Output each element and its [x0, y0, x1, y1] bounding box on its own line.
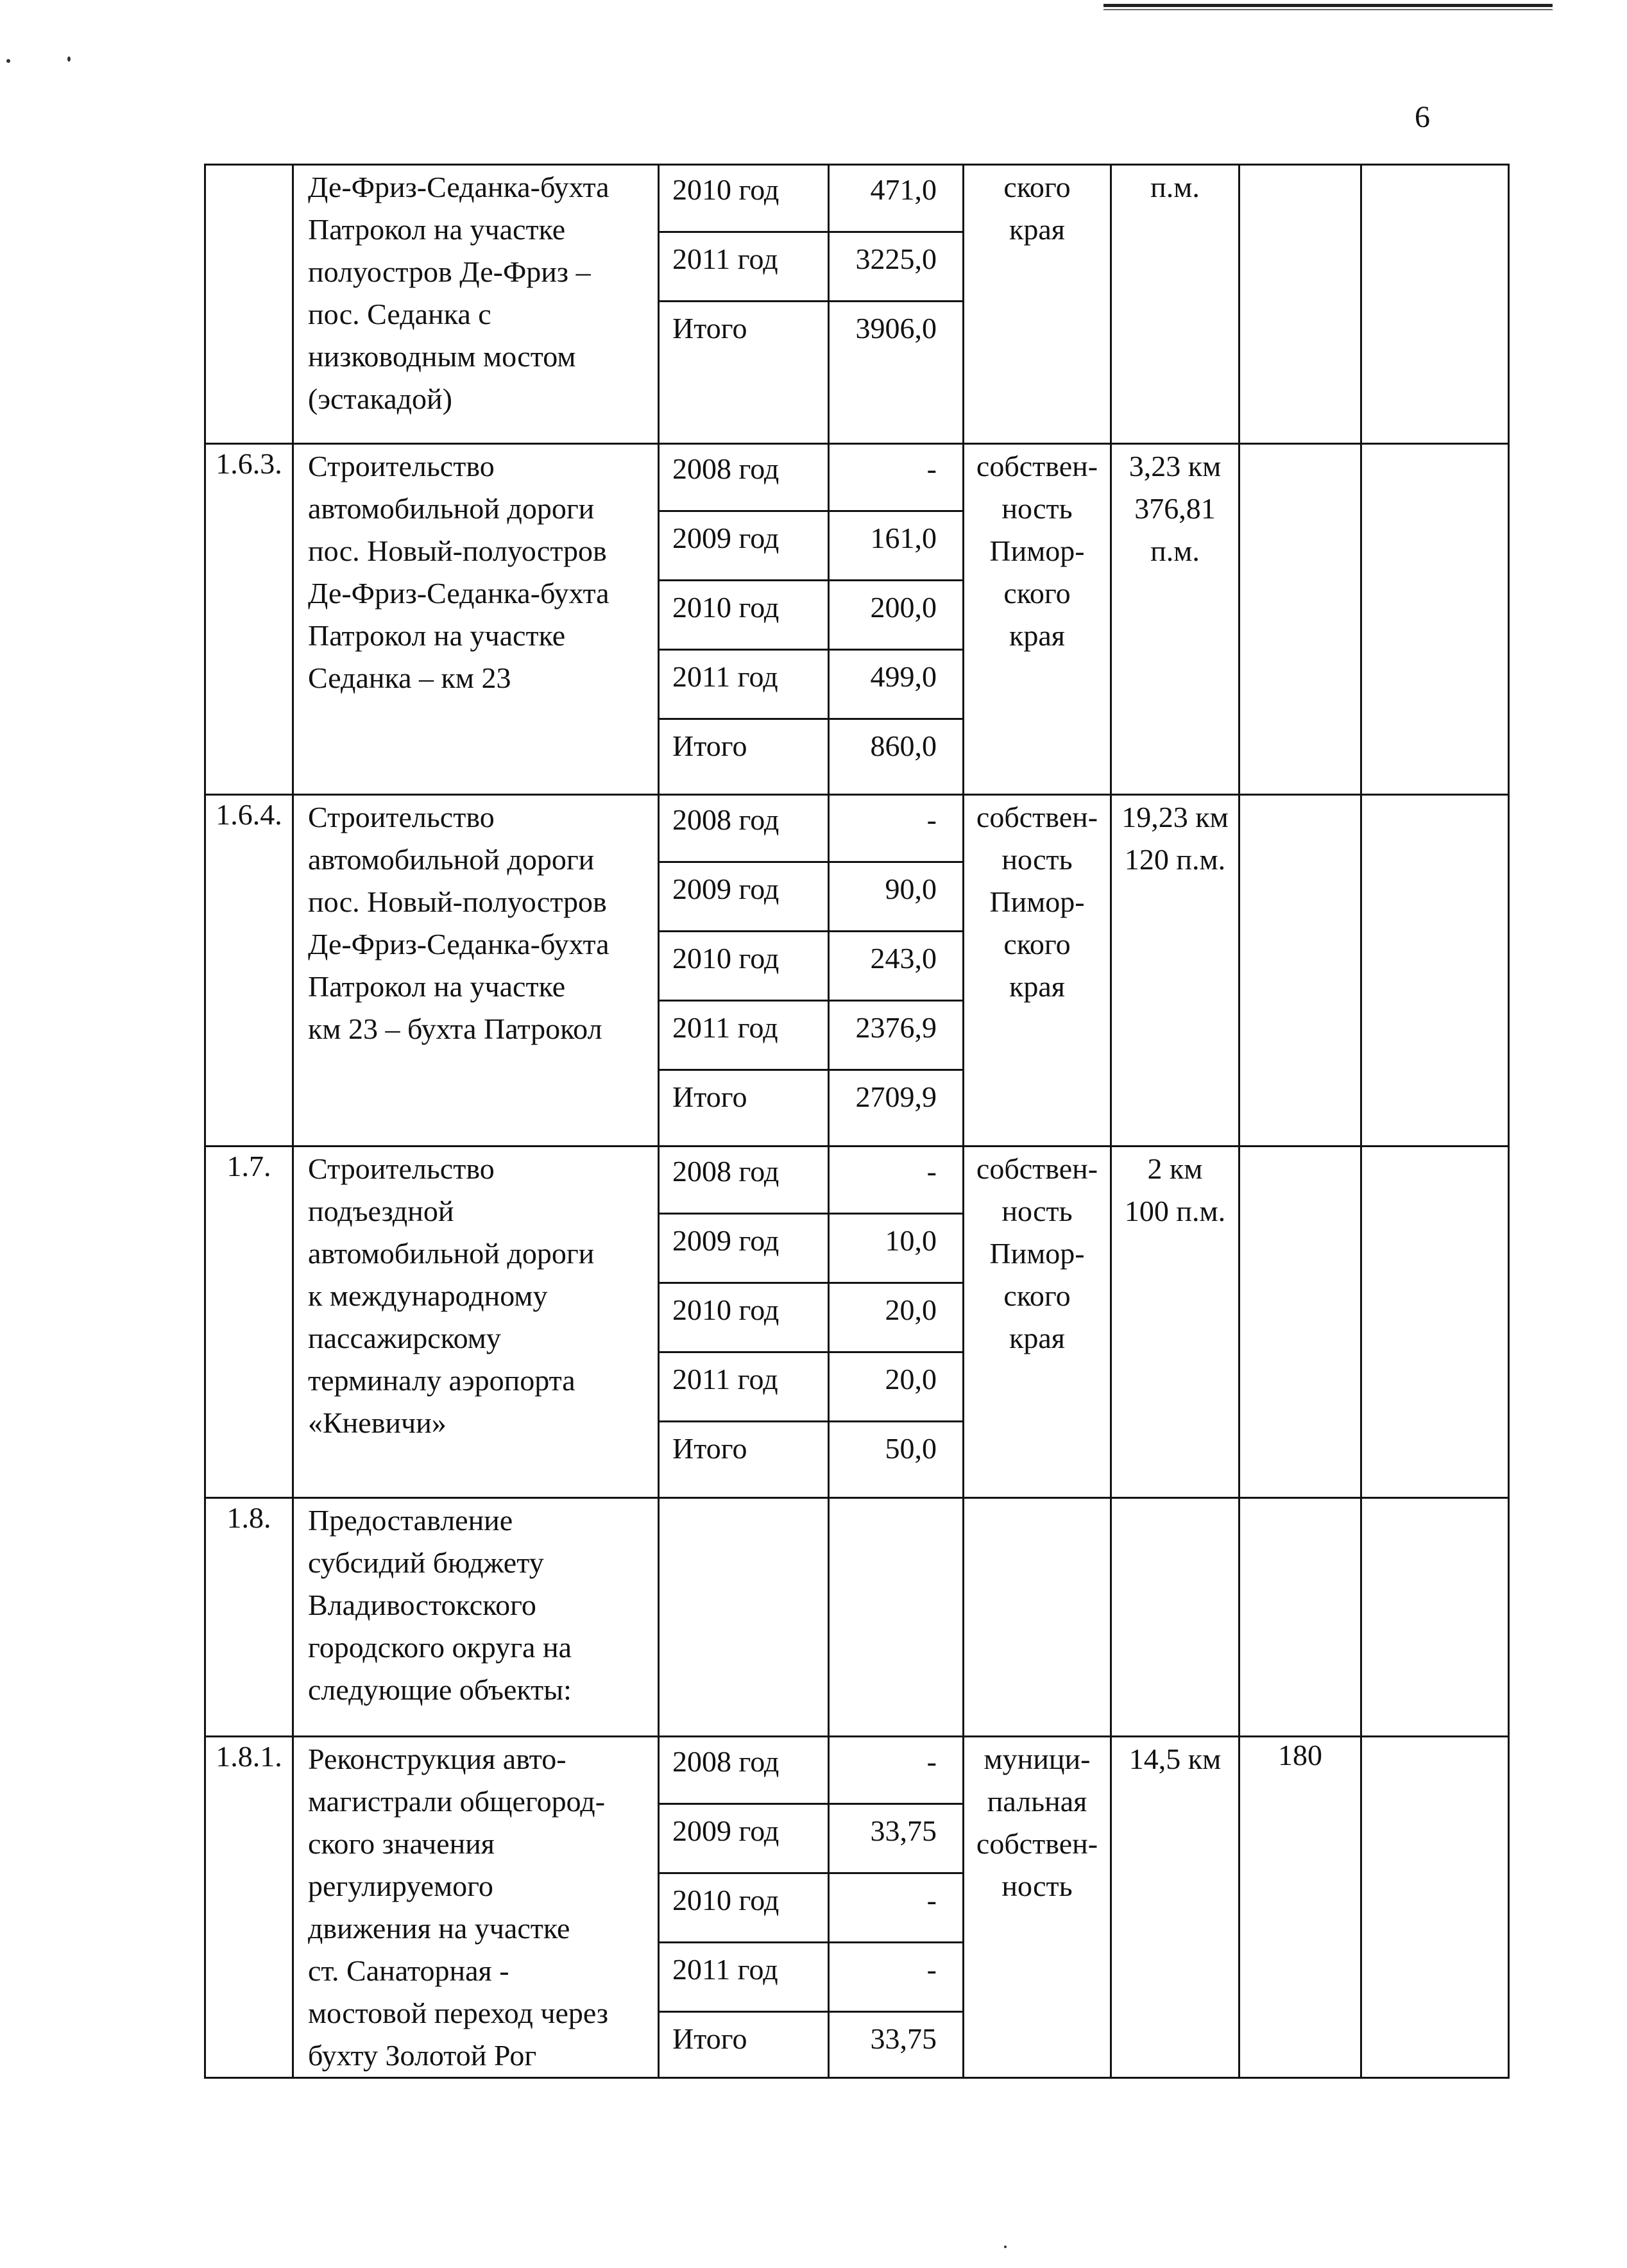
- year-label: 2011 год: [660, 1353, 828, 1422]
- amount-column: [830, 1497, 964, 1735]
- year-label: 2008 год: [660, 794, 828, 863]
- year-label: 2010 год: [660, 164, 828, 233]
- year-column: [660, 794, 830, 1145]
- name-line: (эстакадой): [308, 382, 452, 415]
- item-number: 1.7.: [204, 1145, 294, 1497]
- top-rule: [1103, 4, 1553, 7]
- name-line: Де-Фриз-Седанка-бухта: [308, 577, 609, 610]
- year-label: 2008 год: [660, 1735, 828, 1805]
- year-column: [660, 443, 830, 794]
- year-label: 2008 год: [660, 443, 828, 512]
- name-line: пос. Новый-полуостров: [308, 885, 607, 918]
- measure-line: 120 п.м.: [1124, 843, 1226, 876]
- scan-speck: [67, 56, 71, 62]
- name-line: Владивостокского: [308, 1589, 536, 1621]
- item-number: 1.6.4.: [204, 794, 294, 1145]
- ownership-line: ского: [1003, 577, 1071, 610]
- name-line: автомобильной дороги: [308, 843, 595, 876]
- empty-column: [1362, 1145, 1510, 1497]
- amount-value: -: [830, 1943, 962, 2013]
- ownership-line: собствен-: [976, 450, 1098, 482]
- measure-line: 14,5 км: [1129, 1743, 1222, 1775]
- ownership-line: собствен-: [976, 1827, 1098, 1860]
- ownership-line: ность: [1001, 1870, 1073, 1902]
- item-name: [294, 1497, 660, 1735]
- year-label: Итого: [672, 312, 747, 345]
- ownership-line: собствен-: [976, 801, 1098, 833]
- ownership: [964, 1735, 1112, 2079]
- name-line: городского округа на: [308, 1631, 572, 1664]
- name-line: Патрокол на участке: [308, 970, 566, 1003]
- ownership: [964, 164, 1112, 443]
- ownership-line: края: [1009, 619, 1065, 652]
- year-label: 2011 год: [660, 1002, 828, 1071]
- amount-value: 200,0: [830, 581, 962, 651]
- name-line: автомобильной дороги: [308, 1237, 595, 1270]
- item-number: 1.8.: [204, 1497, 294, 1735]
- ownership-line: ского: [1003, 928, 1071, 960]
- item-name: [294, 1735, 660, 2079]
- empty-column: [1362, 794, 1510, 1145]
- measure-line: 2 км: [1147, 1152, 1203, 1185]
- amount-column: [830, 164, 964, 443]
- length-measure: [1112, 1497, 1240, 1735]
- year-label: 2009 год: [660, 512, 828, 581]
- ownership-line: ского: [1003, 171, 1071, 203]
- amount-column: [830, 794, 964, 1145]
- name-line: подъездной: [308, 1195, 454, 1227]
- name-line: ского значения: [308, 1827, 495, 1860]
- scan-speck: [1004, 2246, 1007, 2248]
- amount-value: -: [830, 1735, 962, 1805]
- amount-column: [830, 1735, 964, 2079]
- name-line: к международному: [308, 1279, 548, 1312]
- table-row: [204, 1497, 1510, 1735]
- year-label: 2008 год: [660, 1145, 828, 1215]
- name-line: магистрали общегород-: [308, 1785, 606, 1818]
- length-measure: [1112, 164, 1240, 443]
- amount-value: 3225,0: [830, 233, 962, 302]
- year-label: Итого: [672, 729, 747, 762]
- item-name: [294, 794, 660, 1145]
- name-line: движения на участке: [308, 1912, 570, 1945]
- amount-value: 860,0: [870, 729, 937, 762]
- length-measure: [1112, 1145, 1240, 1497]
- table-row: [204, 794, 1510, 1145]
- empty-column: [1362, 1735, 1510, 2079]
- year-label: 2009 год: [660, 1215, 828, 1284]
- name-line: Патрокол на участке: [308, 619, 566, 652]
- name-line: следующие объекты:: [308, 1673, 572, 1706]
- empty-column: [1362, 443, 1510, 794]
- length-measure: [1112, 443, 1240, 794]
- name-line: Де-Фриз-Седанка-бухта: [308, 928, 609, 960]
- year-label: Итого: [672, 1080, 747, 1113]
- name-line: Строительство: [308, 450, 495, 482]
- name-line: Патрокол на участке: [308, 213, 566, 246]
- year-label: 2010 год: [660, 581, 828, 651]
- measure-line: 19,23 км: [1121, 801, 1229, 833]
- amount-value: 2376,9: [830, 1002, 962, 1071]
- amount-value: 161,0: [830, 512, 962, 581]
- amount-value: 243,0: [830, 932, 962, 1002]
- top-rule-shadow: [1103, 9, 1553, 10]
- name-line: низководным мостом: [308, 340, 576, 373]
- year-label: Итого: [672, 1432, 747, 1465]
- ownership-line: ность: [1001, 1195, 1073, 1227]
- table-row: [204, 1735, 1510, 2079]
- year-column: [660, 1145, 830, 1497]
- amount-value: 20,0: [830, 1284, 962, 1353]
- length-measure: [1112, 794, 1240, 1145]
- page-number: 6: [1415, 100, 1430, 134]
- name-line: Строительство: [308, 801, 495, 833]
- table-row: [204, 443, 1510, 794]
- name-line: Строительство: [308, 1152, 495, 1185]
- amount-value: 471,0: [830, 164, 962, 233]
- ownership-line: ность: [1001, 843, 1073, 876]
- amount-column: [830, 443, 964, 794]
- year-label: 2009 год: [660, 1805, 828, 1874]
- extra-value: [1240, 443, 1362, 794]
- measure-line: п.м.: [1150, 534, 1200, 567]
- table-row: [204, 1145, 1510, 1497]
- amount-value: 33,75: [870, 2022, 937, 2055]
- year-column: [660, 1497, 830, 1735]
- year-label: 2009 год: [660, 863, 828, 932]
- amount-value: -: [830, 443, 962, 512]
- name-line: автомобильной дороги: [308, 492, 595, 525]
- name-line: субсидий бюджету: [308, 1546, 544, 1579]
- year-label: 2010 год: [660, 1284, 828, 1353]
- name-line: Де-Фриз-Седанка-бухта: [308, 171, 609, 203]
- empty-column: [1362, 1497, 1510, 1735]
- measure-line: 100 п.м.: [1124, 1195, 1226, 1227]
- ownership-line: края: [1009, 213, 1065, 246]
- ownership-line: ность: [1001, 492, 1073, 525]
- amount-value: 20,0: [830, 1353, 962, 1422]
- name-line: Реконструкция авто-: [308, 1743, 566, 1775]
- name-line: бухту Золотой Рог: [308, 2039, 537, 2072]
- name-line: мостовой переход через: [308, 1997, 609, 2029]
- name-line: км 23 – бухта Патрокол: [308, 1012, 602, 1045]
- amount-value: 50,0: [885, 1432, 937, 1465]
- amount-value: 10,0: [830, 1215, 962, 1284]
- name-line: ст. Санаторная -: [308, 1954, 509, 1987]
- ownership-line: Пимор-: [989, 885, 1085, 918]
- extra-value: [1240, 794, 1362, 1145]
- ownership-line: Пимор-: [989, 1237, 1085, 1270]
- measure-line: 3,23 км: [1129, 450, 1222, 482]
- name-line: пос. Седанка с: [308, 298, 491, 330]
- table-bottom-border: [204, 2077, 1510, 2079]
- amount-column: [830, 1145, 964, 1497]
- extra-value: [1240, 164, 1362, 443]
- year-label: 2010 год: [660, 1874, 828, 1943]
- ownership-line: края: [1009, 1322, 1065, 1354]
- name-line: Предоставление: [308, 1504, 513, 1537]
- amount-value: -: [830, 794, 962, 863]
- measure-line: п.м.: [1150, 171, 1200, 203]
- ownership: [964, 1497, 1112, 1735]
- name-line: регулируемого: [308, 1870, 493, 1902]
- item-number: [204, 164, 294, 443]
- year-label: 2011 год: [660, 1943, 828, 2013]
- amount-value: 3906,0: [855, 312, 937, 345]
- ownership-line: ского: [1003, 1279, 1071, 1312]
- measure-line: 376,81: [1134, 492, 1216, 525]
- scan-speck: [6, 59, 10, 63]
- name-line: пос. Новый-полуостров: [308, 534, 607, 567]
- year-column: [660, 1735, 830, 2079]
- ownership-line: собствен-: [976, 1152, 1098, 1185]
- year-column: [660, 164, 830, 443]
- item-name: [294, 443, 660, 794]
- ownership: [964, 1145, 1112, 1497]
- year-label: 2011 год: [660, 233, 828, 302]
- amount-value: 2709,9: [855, 1080, 937, 1113]
- amount-value: 90,0: [830, 863, 962, 932]
- extra-value: [1240, 1497, 1362, 1735]
- ownership-line: края: [1009, 970, 1065, 1003]
- name-line: пассажирскому: [308, 1322, 501, 1354]
- length-measure: [1112, 1735, 1240, 2079]
- ownership-line: Пимор-: [989, 534, 1085, 567]
- amount-value: -: [830, 1145, 962, 1215]
- ownership-line: пальная: [987, 1785, 1087, 1818]
- year-label: Итого: [672, 2022, 747, 2055]
- amount-value: -: [830, 1874, 962, 1943]
- ownership-line: муници-: [984, 1743, 1091, 1775]
- item-number: 1.8.1.: [204, 1735, 294, 2079]
- item-number: 1.6.3.: [204, 443, 294, 794]
- amount-value: 499,0: [830, 651, 962, 720]
- name-line: полуостров Де-Фриз –: [308, 255, 591, 288]
- year-label: 2011 год: [660, 651, 828, 720]
- amount-value: 33,75: [830, 1805, 962, 1874]
- item-name: [294, 164, 660, 443]
- ownership: [964, 443, 1112, 794]
- name-line: «Кневичи»: [308, 1406, 447, 1439]
- extra-value: 180: [1240, 1735, 1362, 2079]
- ownership: [964, 794, 1112, 1145]
- year-label: 2010 год: [660, 932, 828, 1002]
- name-line: терминалу аэропорта: [308, 1364, 575, 1397]
- item-name: [294, 1145, 660, 1497]
- name-line: Седанка – км 23: [308, 661, 511, 694]
- empty-column: [1362, 164, 1510, 443]
- extra-value: [1240, 1145, 1362, 1497]
- table-row: [204, 164, 1510, 443]
